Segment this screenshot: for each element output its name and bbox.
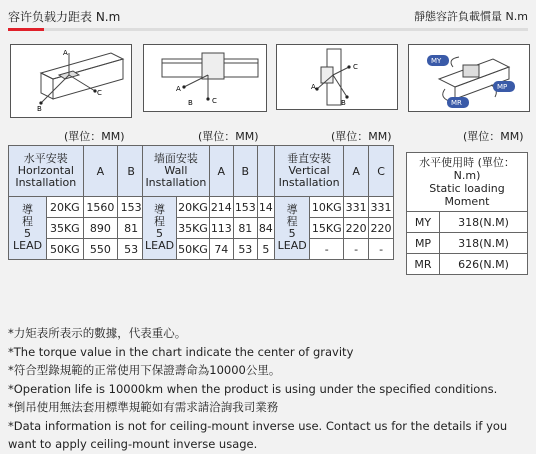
label-c: C <box>353 63 358 71</box>
moment-figure <box>408 44 530 112</box>
unit-label-3: (單位：MM) <box>331 130 392 143</box>
wall-install-figure <box>143 44 267 112</box>
unit-label-4: (單位：MM) <box>463 130 524 143</box>
vertical-load-table <box>274 145 394 260</box>
label-a: A <box>311 83 316 91</box>
label-b: B <box>188 99 193 107</box>
accent-bar <box>8 28 44 31</box>
note-line: want to apply ceiling-mount inverse usage. <box>8 437 258 451</box>
table-row: 35KG 113 81 84 <box>143 218 275 239</box>
static-moment-table <box>406 152 528 275</box>
moment-diagram <box>409 45 529 111</box>
col-b: B <box>118 146 145 197</box>
table-row: 50KG 74 53 5 <box>143 239 275 260</box>
col-a: A <box>83 146 118 197</box>
note-line: *力矩表所表示的數據，代表重心。 <box>8 326 187 340</box>
wall-load-table <box>142 145 275 260</box>
table-header: 垂直安裝 Vertical Installation <box>275 146 344 197</box>
table-row: MR 626(N.M) <box>407 254 528 275</box>
horizontal-diagram <box>11 45 131 117</box>
table-row: 50KG 550 53 <box>9 239 158 260</box>
label-a: A <box>176 85 181 93</box>
note-line: *倒吊使用無法套用標準規範如有需求請洽詢我司業務 <box>8 400 279 414</box>
label-my: MY <box>431 57 442 65</box>
vertical-install-figure <box>276 44 398 110</box>
label-b: B <box>37 105 42 113</box>
col-a: A <box>344 146 369 197</box>
table-row: 導 程 5 LEAD 20KG 214 153 14 <box>143 197 275 218</box>
label-b: B <box>341 99 346 107</box>
table-row: MP 318(N.M) <box>407 233 528 254</box>
horizontal-load-table <box>8 145 158 260</box>
note-line: *Data information is not for ceiling-mount inverse use. Contact us for the details if you <box>8 418 508 433</box>
label-mr: MR <box>451 99 462 107</box>
table-row: 15KG 220 220 <box>275 218 394 239</box>
page-title: 容许负载力距表 N.m <box>8 10 121 24</box>
label-c: C <box>97 89 102 97</box>
table-row: 35KG 890 81 <box>9 218 158 239</box>
table-row: MY 318(N.M) <box>407 212 528 233</box>
unit-label-2: (單位：MM) <box>198 130 259 143</box>
header-divider <box>8 28 528 31</box>
col-c <box>257 146 274 197</box>
col-c: C <box>369 146 394 197</box>
note-line: *符合型錄規範的正常使用下保證壽命為10000公里。 <box>8 363 281 377</box>
label-mp: MP <box>497 83 508 91</box>
note-line: *The torque value in the chart indicate the center of gravity <box>8 344 354 359</box>
page-title-secondary: 靜態容許負載慣量 N.m <box>414 10 528 23</box>
horizontal-install-figure <box>10 44 132 118</box>
vertical-diagram <box>277 45 397 109</box>
table-header: 水平使用時 (單位： N.m) Static loading Moment <box>407 153 528 212</box>
header <box>8 6 528 26</box>
note-line: *Operation life is 10000km when the product is using under the specified conditions. <box>8 381 498 396</box>
unit-label-1: (單位：MM) <box>64 130 125 143</box>
label-c: C <box>212 97 217 105</box>
table-row: 導 程 5 LEAD 10KG 331 331 <box>275 197 394 218</box>
label-a: A <box>63 49 68 57</box>
table-header: 墙面安装 Wall Installation <box>143 146 210 197</box>
notes <box>8 324 530 454</box>
lead-cell: 導 程 5 LEAD <box>143 197 177 260</box>
col-b: B <box>233 146 257 197</box>
table-row: 導 程 5 LEAD 20KG 1560 153 <box>9 197 158 218</box>
table-header: 水平安裝 Horlzontal Installation <box>9 146 84 197</box>
wall-diagram <box>144 45 266 111</box>
lead-cell: 導 程 5 LEAD <box>9 197 47 260</box>
lead-cell: 導 程 5 LEAD <box>275 197 310 260</box>
col-a: A <box>209 146 233 197</box>
table-row: - - - <box>275 239 394 260</box>
